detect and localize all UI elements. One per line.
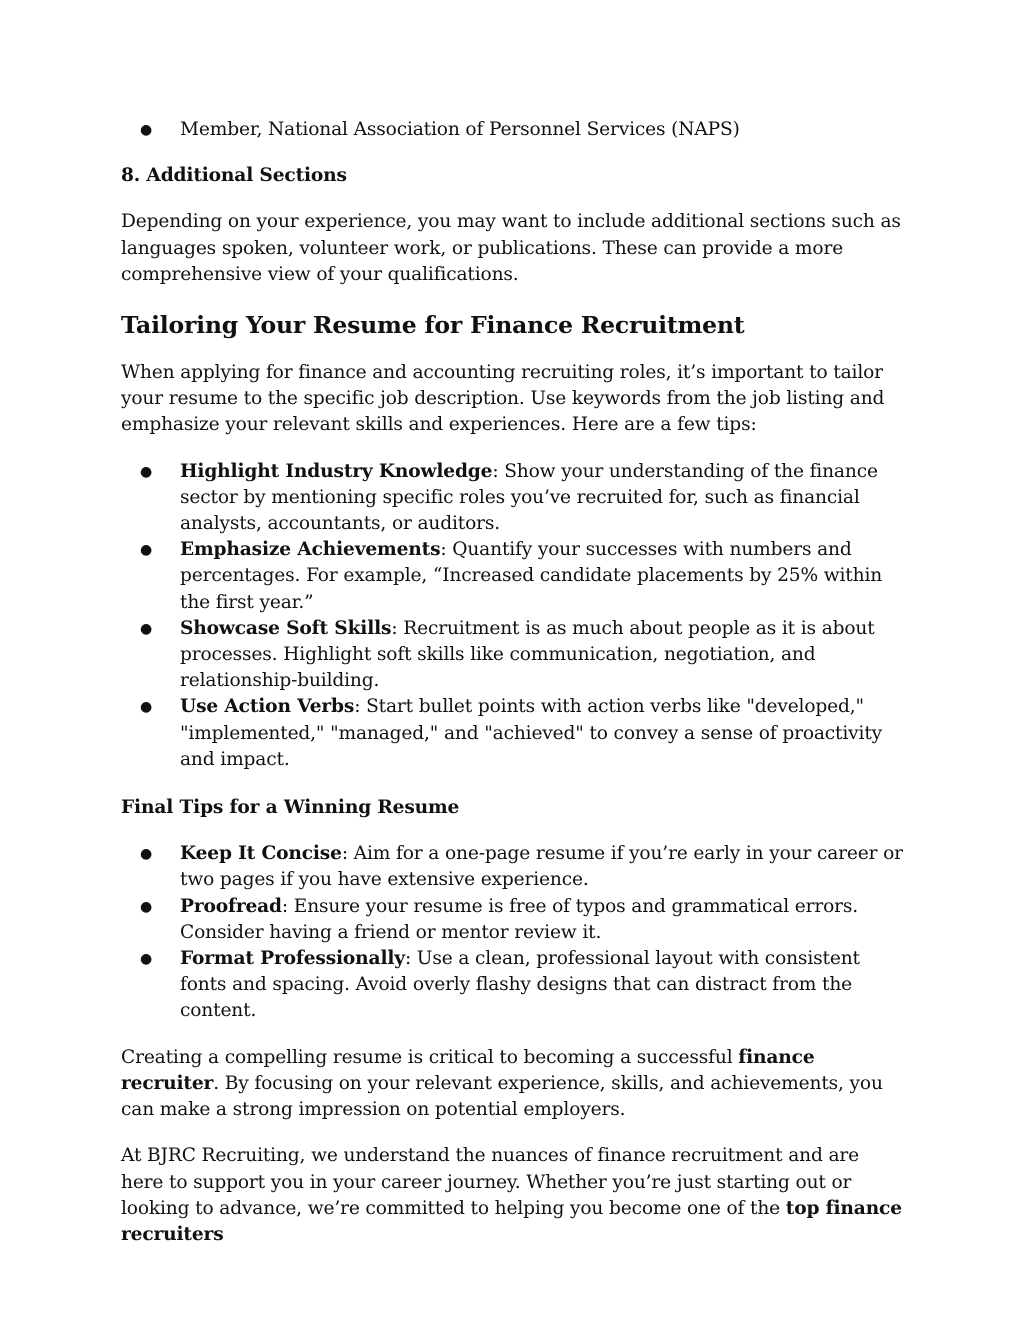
closing-paragraph-2: [121, 1143, 903, 1248]
additional-sections-heading: 8. Additional Sections: [121, 165, 347, 187]
finance-recruiter-emphasis: finance recruiter: [121, 1046, 815, 1094]
tip-title: Format Professionally: [180, 948, 405, 970]
tip-text: : Ensure your resume is free of typos and grammatical errors. Consider having a friend or mentor review it.: [180, 895, 859, 943]
list-item: [121, 694, 903, 773]
list-item: [121, 841, 903, 893]
list-item: [121, 894, 903, 946]
bullet-icon: ●: [140, 898, 153, 915]
closing-text: . By focusing on your relevant experience, skills, and achievements, you can make a strong impression on potential employers.: [121, 1072, 883, 1121]
bullet-icon: ●: [140, 542, 153, 559]
top-finance-recruiters-emphasis: top finance recruiters: [121, 1197, 902, 1245]
tip-title: Highlight Industry Knowledge: [180, 460, 493, 482]
bullet-icon: ●: [140, 846, 153, 863]
closing-text: At BJRC Recruiting, we understand the nuances of finance recruitment and are here to support you in your career journey. Whether you’re just starting out or looking to advance, we’re committed to helping you become one of the: [121, 1145, 859, 1219]
list-item-text: Member, National Association of Personnel Services (NAPS): [180, 119, 740, 140]
bullet-icon: ●: [140, 463, 153, 480]
tailoring-tips-list: [121, 459, 903, 773]
document-page: [121, 117, 903, 1248]
list-item: [121, 537, 903, 616]
additional-sections-paragraph: Depending on your experience, you may want to include additional sections such as languages spoken, volunteer work, or publications. These can provide a more comprehensive view of your qualifications.: [121, 211, 901, 285]
tip-text: : Aim for a one-page resume if you’re early in your career or two pages if you have extensive experience.: [180, 843, 903, 891]
naps-list: [121, 117, 903, 143]
tip-text: : Quantify your successes with numbers and percentages. For example, “Increased candidate placements by 25% within the first year.”: [180, 539, 883, 613]
closing-text: Creating a compelling resume is critical to becoming a successful: [121, 1046, 739, 1068]
tip-title: Emphasize Achievements: [180, 539, 441, 561]
list-item: [121, 946, 903, 1025]
tip-title: Proofread: [180, 895, 282, 917]
bullet-icon: ●: [140, 620, 153, 637]
tip-text: : Recruitment is as much about people as it is about processes. Highlight soft skills like communication, negotiation, and relationship-building.: [180, 617, 875, 692]
tip-title: Keep It Concise: [180, 843, 342, 865]
final-tips-list: [121, 841, 903, 1024]
tip-text: : Use a clean, professional layout with consistent fonts and spacing. Avoid overly flashy designs that can distract from the content.: [180, 948, 860, 1022]
tip-title: Use Action Verbs: [180, 696, 355, 718]
tip-text: : Start bullet points with action verbs like "developed," "implemented," "managed," and "achieved" to convey a sense of proactivity and impact.: [180, 696, 883, 770]
closing-paragraph-1: [121, 1045, 903, 1124]
tailoring-heading: Tailoring Your Resume for Finance Recruitment: [121, 311, 745, 340]
list-item: [121, 616, 903, 695]
list-item: [121, 117, 903, 143]
final-tips-heading: Final Tips for a Winning Resume: [121, 797, 460, 819]
bullet-icon: ●: [140, 699, 153, 716]
tailoring-intro: When applying for finance and accounting recruiting roles, it’s important to tailor your resume to the specific job description. Use keywords from the job listing and emphasize your relevant skills and experiences. Here are a few tips:: [121, 362, 885, 436]
list-item: [121, 459, 903, 538]
tip-title: Showcase Soft Skills: [180, 617, 392, 639]
bullet-icon: ●: [140, 951, 153, 968]
tip-text: : Show your understanding of the finance sector by mentioning specific roles you’ve recruited for, such as financial analysts, accountants, or auditors.: [180, 460, 878, 535]
bullet-icon: ●: [140, 122, 153, 138]
